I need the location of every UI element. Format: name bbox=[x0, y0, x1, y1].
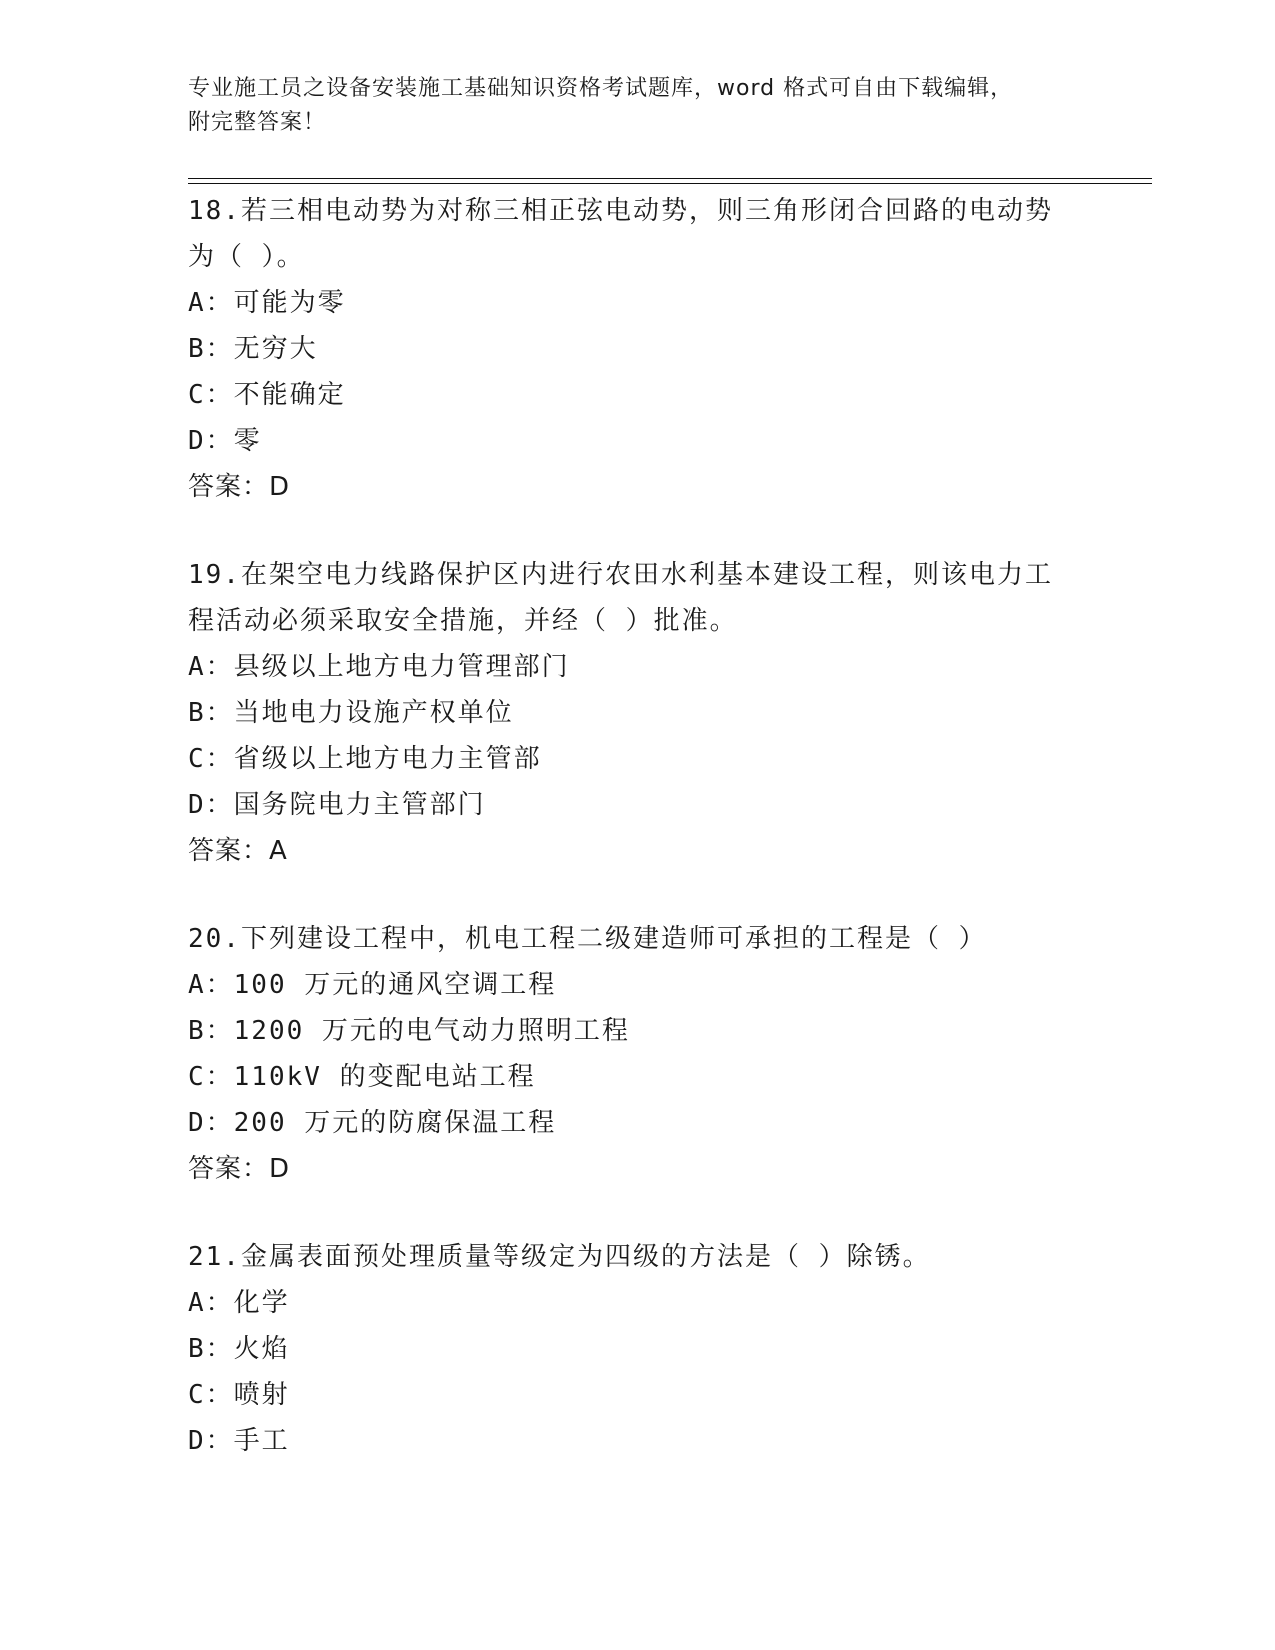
answer: 答案：A bbox=[188, 836, 288, 866]
option-c: C：省级以上地方电力主管部 bbox=[188, 744, 542, 774]
option-c: C：不能确定 bbox=[188, 380, 346, 410]
option-a: A：县级以上地方电力管理部门 bbox=[188, 652, 570, 682]
option-d: D：零 bbox=[188, 426, 262, 456]
question-20 bbox=[188, 916, 1088, 1192]
header-divider-top bbox=[188, 178, 1152, 179]
question-stem: 21.金属表面预处理质量等级定为四级的方法是（ ）除锈。 bbox=[188, 1242, 931, 1272]
option-a: A：可能为零 bbox=[188, 288, 346, 318]
option-d: D：200 万元的防腐保温工程 bbox=[188, 1108, 557, 1138]
answer: 答案：D bbox=[188, 472, 291, 502]
question-18 bbox=[188, 188, 1088, 510]
option-c: C：110kV 的变配电站工程 bbox=[188, 1062, 536, 1092]
option-a: A：化学 bbox=[188, 1288, 290, 1318]
question-stem: 20.下列建设工程中，机电工程二级建造师可承担的工程是（ ） bbox=[188, 924, 987, 954]
option-b: B：1200 万元的电气动力照明工程 bbox=[188, 1016, 630, 1046]
answer: 答案：D bbox=[188, 1154, 291, 1184]
question-stem: 19.在架空电力线路保护区内进行农田水利基本建设工程，则该电力工程活动必须采取安全措施，并经（ ）批准。 bbox=[188, 560, 1053, 636]
header-line-1: 专业施工员之设备安装施工基础知识资格考试题库，word 格式可自由下载编辑， bbox=[188, 76, 1014, 101]
question-21 bbox=[188, 1234, 1088, 1464]
option-d: D：国务院电力主管部门 bbox=[188, 790, 486, 820]
option-d: D：手工 bbox=[188, 1426, 290, 1456]
option-b: B：当地电力设施产权单位 bbox=[188, 698, 514, 728]
option-b: B：无穷大 bbox=[188, 334, 318, 364]
header-divider-bottom bbox=[188, 183, 1152, 184]
option-b: B：火焰 bbox=[188, 1334, 290, 1364]
question-19 bbox=[188, 552, 1088, 874]
question-stem: 18.若三相电动势为对称三相正弦电动势，则三角形闭合回路的电动势为（ ）。 bbox=[188, 196, 1053, 272]
option-a: A：100 万元的通风空调工程 bbox=[188, 970, 557, 1000]
header-line-2: 附完整答案！ bbox=[188, 110, 327, 135]
document-header bbox=[188, 72, 1068, 140]
option-c: C：喷射 bbox=[188, 1380, 290, 1410]
